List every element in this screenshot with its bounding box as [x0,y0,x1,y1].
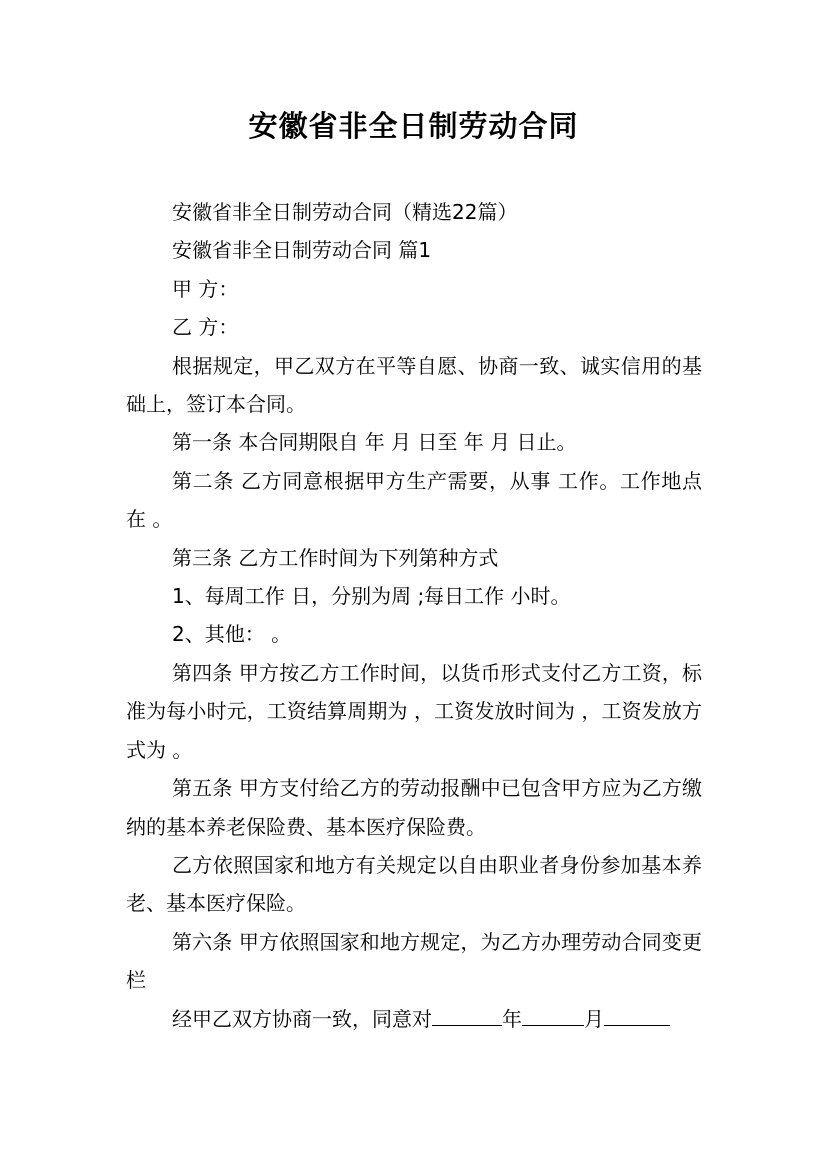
blank-line [522,1003,584,1026]
document-title: 安徽省非全日制劳动合同 [248,109,579,143]
paragraph-section-heading: 安徽省非全日制劳动合同 篇1 [172,238,432,263]
document-body [126,193,702,1038]
paragraph-article-2: 第二条 乙方同意根据甲方生产需要，从事 工作。工作地点在 。 [126,468,702,532]
year-label: 年 [502,1006,522,1031]
paragraph-option-2: 2、其他： 。 [172,622,292,647]
paragraph-article-3: 第三条 乙方工作时间为下列第种方式 [172,545,499,570]
paragraph-article-5: 第五条 甲方支付给乙方的劳动报酬中已包含甲方应为乙方缴纳的基本养老保险费、基本医疗保险费。 [126,776,702,839]
paragraph-option-1: 1、每周工作 日，分别为周 ;每日工作 小时。 [172,584,571,609]
paragraph-insurance: 乙方依照国家和地方有关规定以自由职业者身份参加基本养老、基本医疗保险。 [126,852,702,916]
blank-line [604,1003,670,1026]
paragraph-party-b: 乙 方： [172,315,239,340]
paragraph-preamble: 根据规定，甲乙双方在平等自愿、协商一致、诚实信用的基础上，签订本合同。 [126,353,702,417]
paragraph-agreement-line [126,1000,702,1038]
blank-line [432,1003,502,1026]
paragraph-party-a: 甲 方： [172,276,239,301]
agreement-prefix: 经甲乙双方协商一致，同意对 [172,1006,432,1031]
paragraph-article-1: 第一条 本合同期限自 年 月 日至 年 月 日止。 [172,430,577,455]
paragraph-subtitle: 安徽省非全日制劳动合同（精选22篇） [172,200,518,224]
month-label: 月 [584,1006,604,1031]
paragraph-article-4: 第四条 甲方按乙方工作时间，以货币形式支付乙方工资，标准为每小时元，工资结算周期为 ，工资发放时间为 ，工资发放方式为 。 [126,660,702,762]
paragraph-article-6: 第六条 甲方依照国家和地方规定，为乙方办理劳动合同变更栏 [126,929,702,993]
